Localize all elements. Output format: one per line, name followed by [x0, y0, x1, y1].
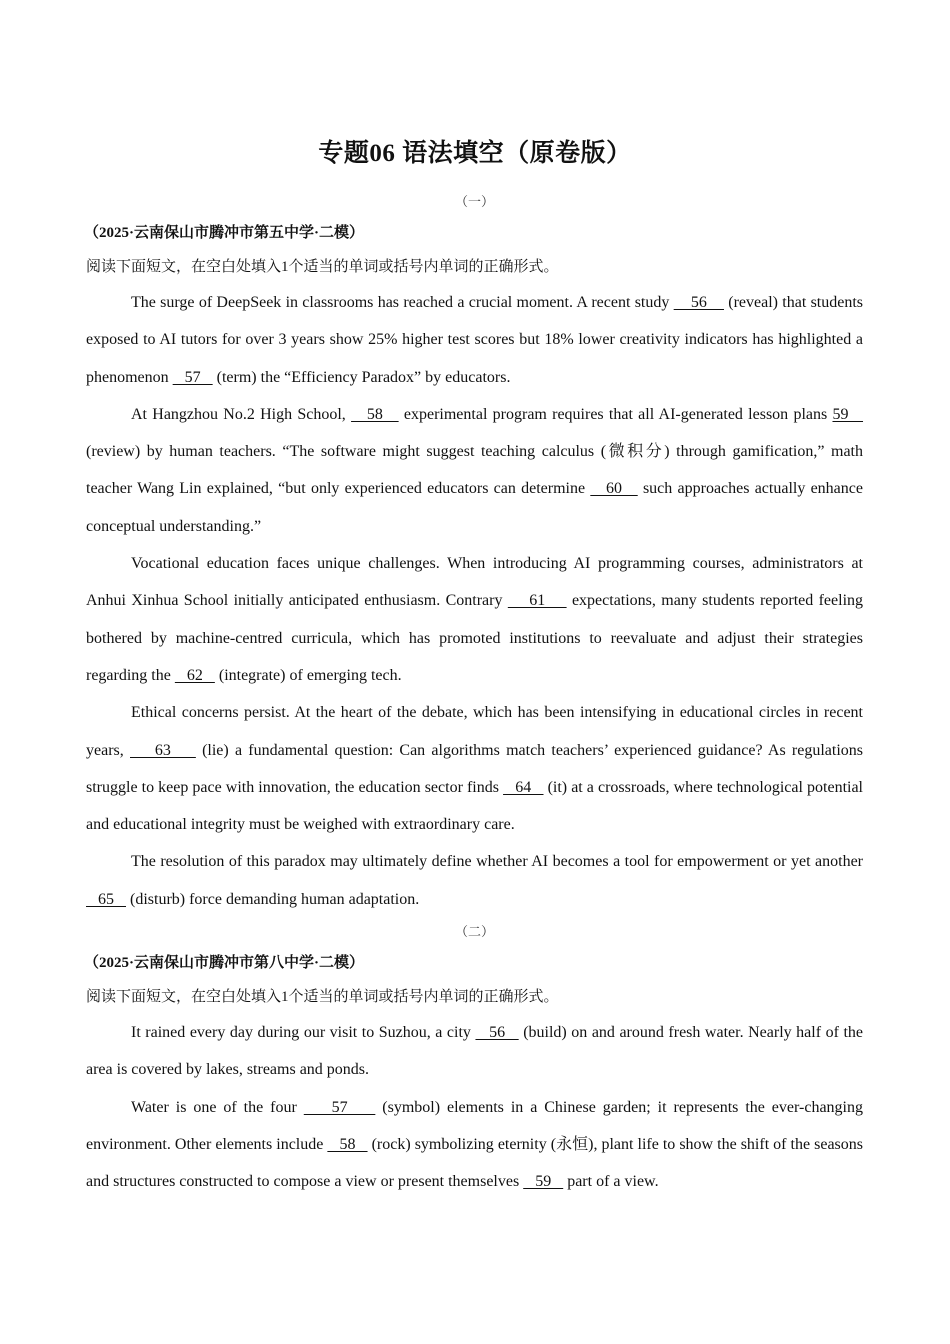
answer-blank[interactable]: 62	[174, 666, 215, 684]
paragraph-text: (build) on and around fresh water. Nearly half of the area is covered by lakes, streams and ponds.	[86, 1024, 863, 1079]
answer-blank[interactable]: 58	[327, 1135, 368, 1153]
passage-source: （2025·云南保山市腾冲市第五中学·二模）	[84, 225, 365, 241]
paragraph-text: (rock) symbolizing eternity (永恒), plant life to show the shift of the seasons and structures constructed to compose a view or present themselves	[86, 1135, 863, 1191]
paragraph-text: The surge of DeepSeek in classrooms has reached a crucial moment. A recent study	[131, 294, 674, 311]
passage-paragraph	[86, 396, 863, 545]
answer-blank[interactable]: 57	[172, 368, 213, 386]
passage-instruction: 阅读下面短文，在空白处填入1个适当的单词或括号内单词的正确形式。	[86, 989, 559, 1006]
page-title: 专题06 语法填空（原卷版）	[318, 140, 632, 167]
answer-blank[interactable]: 65	[86, 890, 126, 908]
passage-paragraph	[86, 284, 863, 396]
paragraph-text: such approaches actually enhance conceptual understanding.”	[86, 480, 863, 535]
answer-blank[interactable]: 60	[590, 480, 638, 498]
answer-blank[interactable]: 58	[351, 405, 399, 423]
answer-blank[interactable]: 64	[503, 778, 544, 796]
paragraph-text: (it) at a crossroads, where technological potential and educational integrity must be weighed with extraordinary care.	[86, 778, 864, 834]
passage-paragraph	[86, 694, 863, 843]
passage-instruction: 阅读下面短文，在空白处填入1个适当的单词或括号内单词的正确形式。	[86, 259, 559, 275]
section-number: （一）	[454, 194, 494, 209]
paragraph-text: expectations, many students reported feeling bothered by machine-centred curricula, which has promoted institutions to reevaluate and adjust their strategies regarding the	[86, 592, 864, 684]
passage-source: （2025·云南保山市腾冲市第八中学·二模）	[84, 955, 365, 972]
paragraph-text: Ethical concerns persist. At the heart of the debate, which has been intensifying in educational circles in recent years,	[86, 704, 863, 759]
answer-blank[interactable]: 57	[303, 1098, 376, 1116]
passage-paragraph	[86, 1089, 863, 1201]
paragraph-text: (term) the “Efficiency Paradox” by educators.	[212, 368, 511, 386]
paragraph-text: (disturb) force demanding human adaptation.	[126, 890, 420, 908]
passage-paragraph	[86, 545, 863, 694]
answer-blank[interactable]: 59	[523, 1173, 564, 1191]
answer-blank[interactable]: 59	[832, 405, 864, 423]
paragraph-text: (lie) a fundamental question: Can algorithms match teachers’ experienced guidance? As regulations struggle to keep pace with innovation, the education sector finds	[86, 741, 864, 796]
answer-blank[interactable]: 56	[673, 294, 724, 311]
paragraph-text: (integrate) of emerging tech.	[214, 666, 402, 684]
answer-blank[interactable]: 61	[507, 592, 567, 610]
passage-paragraph	[86, 843, 863, 918]
answer-blank[interactable]: 56	[475, 1024, 519, 1042]
document-body	[86, 188, 863, 1201]
paragraph-text: (symbol) elements in a Chinese garden; it represents the ever-changing environment. Other elements include	[86, 1098, 863, 1153]
passage-paragraph	[86, 1014, 863, 1089]
paragraph-text: experimental program requires that all AI-generated lesson plans	[398, 405, 833, 423]
paragraph-text: At Hangzhou No.2 High School,	[131, 405, 352, 423]
paragraph-text: (review) by human teachers. “The software might suggest teaching calculus (微积分) through gamification,” math teacher Wang Lin explained, “but only experienced educators can determine	[86, 443, 863, 498]
paragraph-text: The resolution of this paradox may ultimately define whether AI becomes a tool for empowerment or yet another	[131, 853, 863, 871]
section-number: （二）	[454, 924, 494, 940]
passage-section	[86, 188, 863, 918]
paragraph-text: (reveal) that students exposed to AI tutors for over 3 years show 25% higher test scores but 18% lower creativity indicators has highlighted a phenomenon	[86, 294, 864, 386]
paragraph-text: Vocational education faces unique challenges. When introducing AI programming courses, administrators at Anhui Xinhua School initially anticipated enthusiasm. Contrary	[86, 555, 863, 610]
answer-blank[interactable]: 63	[130, 741, 196, 759]
passage-section	[86, 918, 863, 1200]
paragraph-text: It rained every day during our visit to Suzhou, a city	[131, 1024, 476, 1042]
paragraph-text: part of a view.	[563, 1173, 659, 1191]
paragraph-text: Water is one of the four	[131, 1098, 304, 1116]
